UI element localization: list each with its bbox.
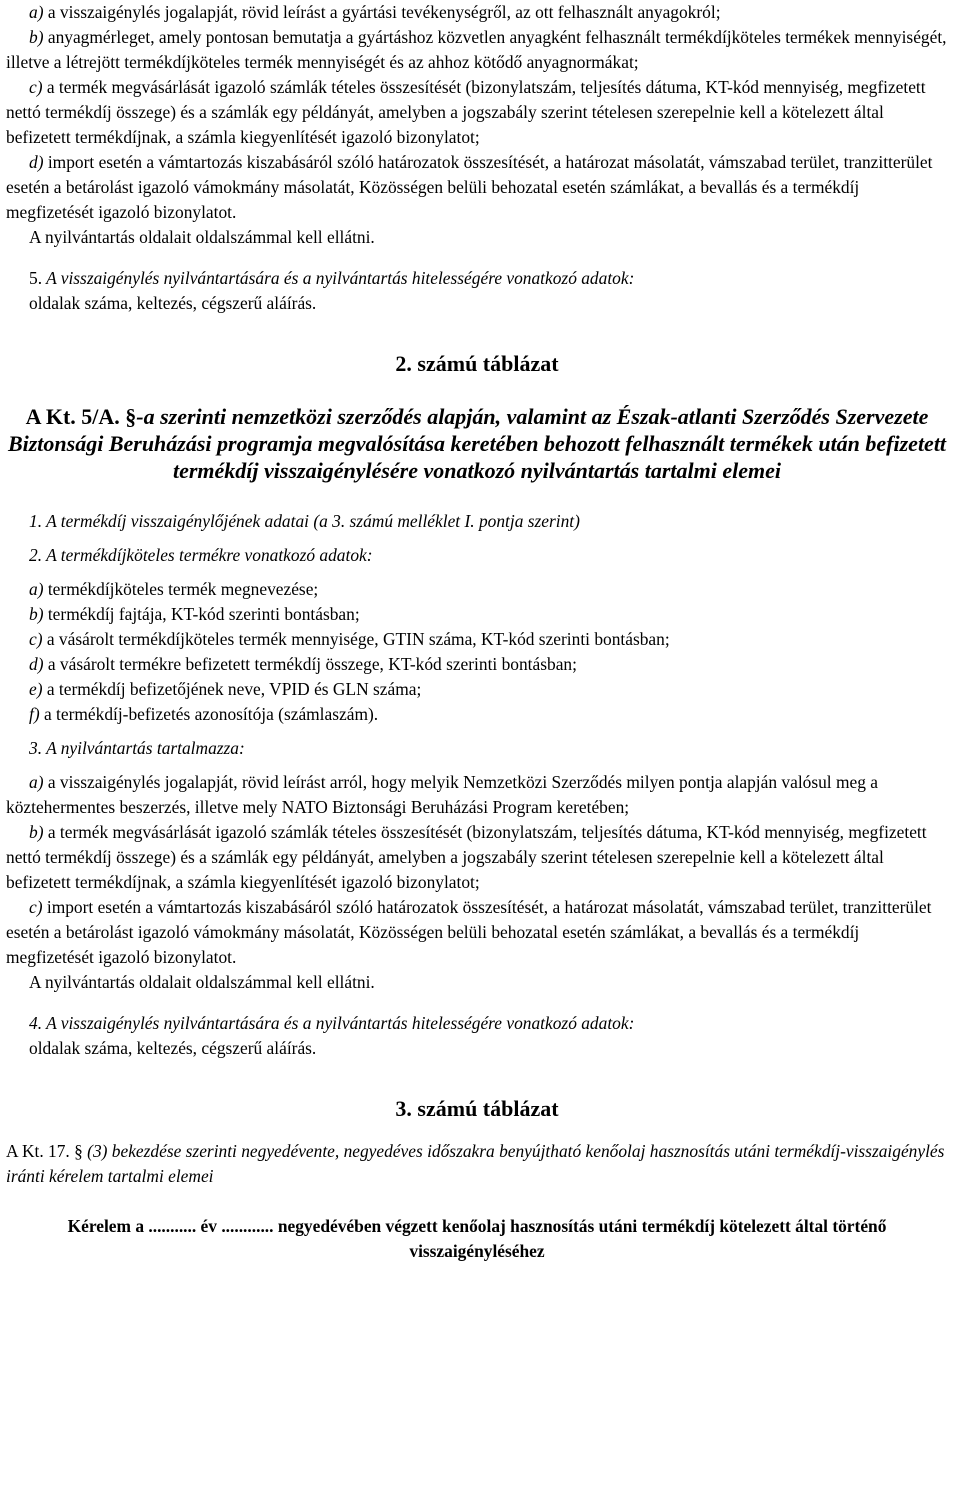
table-2-item-3-b xyxy=(6,820,948,895)
list-item-label: e) xyxy=(29,679,43,699)
table-3-reference xyxy=(6,1139,948,1189)
table-2-numbering-note: A nyilvántartás oldalait oldalszámmal kell ellátni. xyxy=(29,972,375,992)
section-5-number: 5. xyxy=(29,268,43,288)
table-2-item-3-a xyxy=(6,770,948,820)
list-item-text: termékdíjköteles termék megnevezése; xyxy=(43,579,319,599)
list-item-label: c) xyxy=(29,629,43,649)
item-b xyxy=(6,25,948,75)
item-3b-label: b) xyxy=(29,822,44,842)
table-2-item-3-heading: 3. A nyilvántartás tartalmazza: xyxy=(29,738,245,758)
table-2-title: 2. számú táblázat xyxy=(395,351,559,376)
section-5-heading-text: A visszaigénylés nyilvántartására és a nyilvántartás hitelességére vonatkozó adatok: xyxy=(42,268,635,288)
table-2-item-4-body: oldalak száma, keltezés, cégszerű aláírás. xyxy=(29,1038,317,1058)
list-item-text: termékdíj fajtája, KT-kód szerinti bontásban; xyxy=(43,604,360,624)
request-heading: Kérelem a ........... év ............ negyedévében végzett kenőolaj hasznosítás utáni termékdíj kötelezett által történő visszaigényléséhez xyxy=(67,1216,887,1261)
list-item-text: a termékdíj-befizetés azonosítója (számlaszám). xyxy=(39,704,379,724)
list-item-text: a vásárolt termékre befizetett termékdíj összege, KT-kód szerinti bontásban; xyxy=(43,654,577,674)
item-d-text: import esetén a vámtartozás kiszabásáról szóló határozatok összesítését, a határozat másolatát, vámszabad terület, tranzitterület esetén a betárolást igazoló vámokmány másolatát, Közösségen belüli behozatal esetén számlákat, a bevallás és a termékdíj megfizetését igazoló bizonylatot. xyxy=(6,152,933,222)
list-item xyxy=(6,652,948,677)
list-item-text: a termékdíj befizetőjének neve, VPID és GLN száma; xyxy=(42,679,422,699)
list-item-label: a) xyxy=(29,579,44,599)
item-c xyxy=(6,75,948,150)
list-item xyxy=(6,602,948,627)
item-b-text: anyagmérleget, amely pontosan bemutatja a gyártáshoz közvetlen anyagként felhasznált termékdíjköteles termékek mennyiségét, illetve a létrejött termékdíjköteles termék mennyiségét és az ahhoz kötődő anyagnormákat; xyxy=(6,27,947,72)
list-item xyxy=(6,627,948,652)
table-2-item-3-c xyxy=(6,895,948,970)
table-2-item-2-list xyxy=(6,577,948,727)
list-item-label: b) xyxy=(29,604,44,624)
table-3-ref-prefix: A Kt. 17. § xyxy=(6,1141,83,1161)
list-item-text: a vásárolt termékdíjköteles termék mennyisége, GTIN száma, KT-kód szerinti bontásban; xyxy=(42,629,670,649)
list-item-label: f) xyxy=(29,704,40,724)
item-3c-text: import esetén a vámtartozás kiszabásáról szóló határozatok összesítését, a határozat másolatát, vámszabad terület, tranzitterület esetén a betárolást igazoló vámokmány másolatát, Közösségen belüli behozatal esetén számlákat, a bevallás és a termékdíj megfizetését igazoló bizonylatot. xyxy=(6,897,932,967)
item-d-label: d) xyxy=(29,152,44,172)
item-d xyxy=(6,150,948,225)
numbering-note: A nyilvántartás oldalait oldalszámmal kell ellátni. xyxy=(29,227,375,247)
item-b-label: b) xyxy=(29,27,44,47)
section-5-body: oldalak száma, keltezés, cégszerű aláírás. xyxy=(29,293,317,313)
table-2-heading-rest: -a szerinti nemzetközi szerződés alapján, valamint az Észak-atlanti Szerződés Szervezete Biztonsági Beruházási programja megvalósítása keretében behozott felhasznált termékek után befizetett termékdíj visszaigénylésére vonatkozó nyilvántartás tartalmi elemei xyxy=(7,404,947,483)
table-3-title: 3. számú táblázat xyxy=(395,1096,559,1121)
table-2-heading-prefix: A Kt. 5/A. § xyxy=(25,404,137,429)
item-c-label: c) xyxy=(29,77,43,97)
list-item xyxy=(6,577,948,602)
item-3a-label: a) xyxy=(29,772,44,792)
table-2-item-1: 1. A termékdíj visszaigénylőjének adatai (a 3. számú melléklet I. pontja szerint) xyxy=(29,511,580,531)
section-5-heading xyxy=(6,266,948,291)
item-3b-text: a termék megvásárlását igazoló számlák tételes összesítését (bizonylatszám, teljesítés dátuma, KT-kód mennyiség, megfizetett nettó termékdíj összege) és a számlák egy példányát, amelyben a jogszabály szerint tételesen szerepelnie kell a kötelezett által befizetett termékdíjnak, a számla kiegyenlítését igazoló bizonylatot; xyxy=(6,822,927,892)
item-a-label: a) xyxy=(29,2,44,22)
table-2-item-2-heading: 2. A termékdíjköteles termékre vonatkozó adatok: xyxy=(29,545,373,565)
list-item xyxy=(6,677,948,702)
table-2-heading xyxy=(6,403,948,484)
table-3-ref-rest: (3) bekezdése szerinti negyedévente, negyedéves időszakra benyújtható kenőolaj hasznosítás utáni termékdíj-visszaigénylés iránti kérelem tartalmi elemei xyxy=(6,1141,945,1186)
list-item-label: d) xyxy=(29,654,44,674)
item-3a-text: a visszaigénylés jogalapját, rövid leírást arról, hogy melyik Nemzetközi Szerződés milyen pontja alapján valósul meg a köztehermentes beszerzés, illetve mely NATO Biztonsági Beruházási Program keretében; xyxy=(6,772,878,817)
item-a xyxy=(6,0,948,25)
item-a-text: a visszaigénylés jogalapját, rövid leírást a gyártási tevékenységről, az ott felhasznált anyagokról; xyxy=(43,2,721,22)
table-2-item-4-heading: 4. A visszaigénylés nyilvántartására és a nyilvántartás hitelességére vonatkozó adatok: xyxy=(29,1013,635,1033)
item-3c-label: c) xyxy=(29,897,43,917)
item-c-text: a termék megvásárlását igazoló számlák tételes összesítését (bizonylatszám, teljesítés dátuma, KT-kód mennyiség, megfizetett nettó termékdíj összege) és a számlák egy példányát, amelyben a jogszabály szerint tételesen szerepelnie kell a kötelezett által befizetett termékdíjnak, a számla kiegyenlítését igazoló bizonylatot; xyxy=(6,77,926,147)
list-item xyxy=(6,702,948,727)
